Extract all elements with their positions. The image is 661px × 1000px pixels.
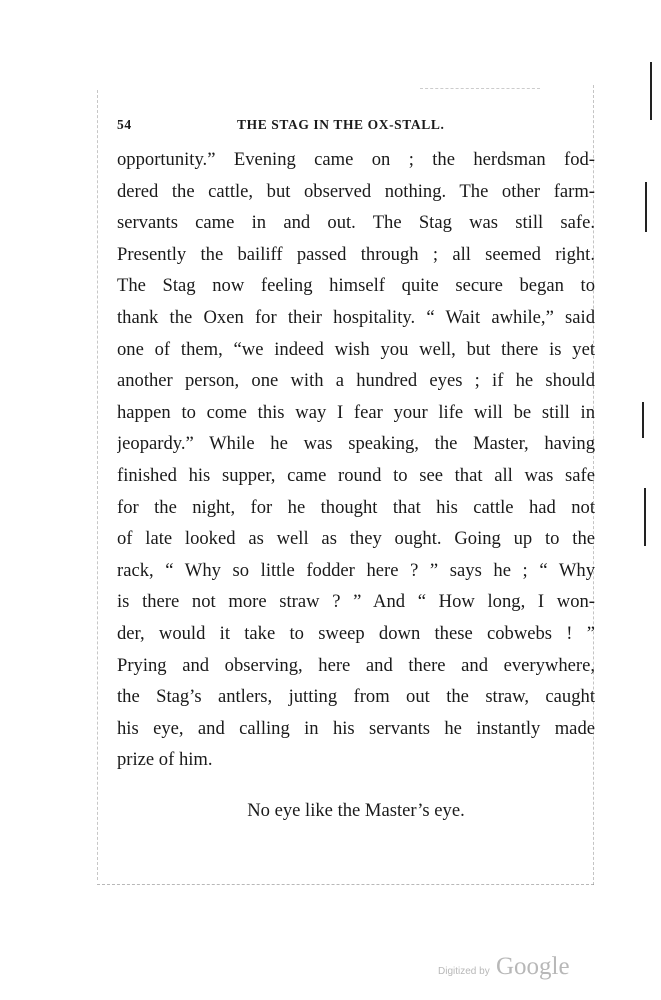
text-line: is there not more straw ? ” And “ How long, I won- <box>117 591 595 613</box>
moral-text: No eye like the Master’s eye. <box>247 800 465 821</box>
text-line: The Stag now feeling himself quite secure began to <box>117 275 595 297</box>
running-head <box>117 117 595 135</box>
text-line: prize of him. <box>117 749 213 771</box>
text-line: his eye, and calling in his servants he instantly made <box>117 717 595 739</box>
margin-mark-middle <box>642 402 644 438</box>
text-line: jeopardy.” While he was speaking, the Master, having <box>117 433 595 455</box>
text-line: another person, one with a hundred eyes ; if he should <box>117 370 595 392</box>
text-line: der, would it take to sweep down these cobwebs ! ” <box>117 622 595 644</box>
running-title: THE STAG IN THE OX-STALL. <box>237 117 445 132</box>
body-text <box>117 144 595 776</box>
text-line: thank the Oxen for their hospitality. “ Wait awhile,” said <box>117 306 595 328</box>
digitized-watermark <box>438 955 588 985</box>
text-line: dered the cattle, but observed nothing. The other farm- <box>117 180 595 202</box>
text-line: happen to come this way I fear your life will be still in <box>117 401 595 423</box>
text-line: servants came in and out. The Stag was still safe. <box>117 212 595 234</box>
text-line: Presently the bailiff passed through ; all seemed right. <box>117 243 595 265</box>
text-line: finished his supper, came round to see that all was safe <box>117 464 595 486</box>
text-line: of late looked as well as they ought. Going up to the <box>117 528 595 550</box>
scan-edge-bottom <box>97 884 594 885</box>
watermark-prefix: Digitized by <box>438 966 490 977</box>
page-number: 54 <box>117 117 132 132</box>
margin-mark-lower <box>644 488 646 546</box>
margin-mark-upper <box>645 182 647 232</box>
margin-mark-top <box>650 62 652 120</box>
text-line: the Stag’s antlers, jutting from out the straw, caught <box>117 686 595 708</box>
text-line: for the night, for he thought that his cattle had not <box>117 496 595 518</box>
text-line: rack, “ Why so little fodder here ? ” says he ; “ Why <box>117 559 595 581</box>
scan-edge-top <box>420 88 540 89</box>
text-line: opportunity.” Evening came on ; the herdsman fod- <box>117 149 595 170</box>
google-logo: Google <box>496 953 570 980</box>
text-line: Prying and observing, here and there and everywhere, <box>117 654 595 676</box>
scan-edge-left <box>97 90 98 880</box>
text-line: one of them, “we indeed wish you well, but there is yet <box>117 338 595 360</box>
